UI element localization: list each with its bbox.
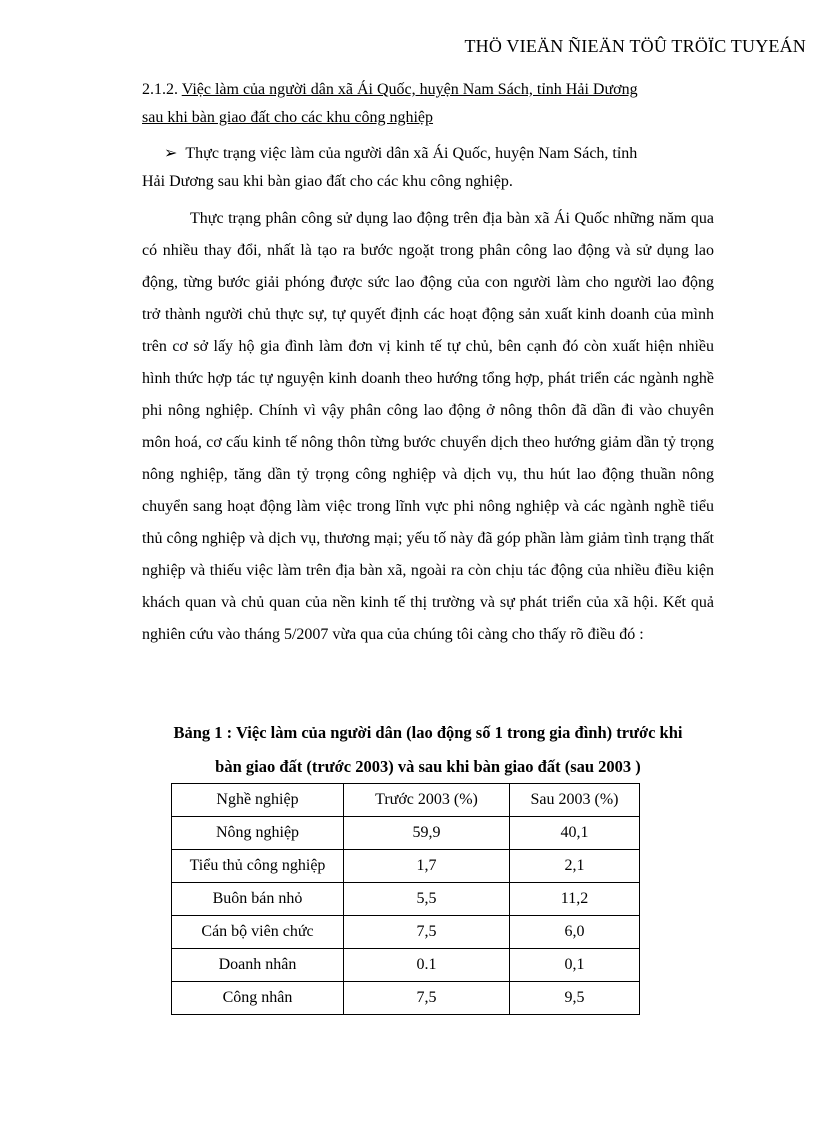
header-after-2003: Sau 2003 (%) (510, 784, 640, 817)
running-header: THÖ VIEÄN ÑIEÄN TÖÛ TRÖÏC TUYEÁN (464, 36, 806, 56)
table-row (172, 982, 640, 1015)
table-caption-line1: Bảng 1 : Việc làm của người dân (lao động số 1 trong gia đình) trước khi (173, 723, 683, 742)
table-row (172, 883, 640, 916)
section-heading (142, 76, 714, 132)
cell-occupation: Cán bộ viên chức (172, 916, 344, 949)
cell-after: 40,1 (510, 817, 640, 850)
cell-occupation: Tiểu thủ công nghiệp (172, 850, 344, 883)
cell-after: 11,2 (510, 883, 640, 916)
cell-occupation: Doanh nhân (172, 949, 344, 982)
table-header-row (172, 784, 640, 817)
cell-occupation: Nông nghiệp (172, 817, 344, 850)
cell-before: 59,9 (344, 817, 510, 850)
table-row (172, 916, 640, 949)
cell-after: 2,1 (510, 850, 640, 883)
body-paragraph: Thực trạng phân công sử dụng lao động trên địa bàn xã Ái Quốc những năm qua có nhiều thay đổi, nhất là tạo ra bước ngoặt trong phân công lao động và sử dụng lao động, từng bước giải phóng được sức lao động của con người làm cho người lao động trở thành người chủ thực sự, tự quyết định các hoạt động sản xuất kinh doanh của mình trên cơ sở lấy hộ gia đình làm đơn vị kinh tế tự chủ, bên cạnh đó còn xuất hiện nhiều hình thức hợp tác tự nguyện kinh doanh theo hướng tổng hợp, phát triển các ngành nghề phi nông nghiệp. Chính vì vậy phân công lao động ở nông thôn đã dần đi vào chuyên môn hoá, cơ cấu kinh tế nông thôn từng bước chuyển dịch theo hướng giảm dần tỷ trọng nông nghiệp, tăng dần tỷ trọng công nghiệp và dịch vụ, thu hút lao động thuần nông chuyển sang hoạt động làm việc trong lĩnh vực phi nông nghiệp và các ngành nghề tiểu thủ công nghiệp và dịch vụ, thương mại; yếu tố này đã góp phần làm giảm tình trạng thất nghiệp và thiếu việc làm trên địa bàn xã, ngoài ra còn chịu tác động của nhiều điều kiện khách quan và chủ quan của nền kinh tế thị trường và sự phát triển của xã hội. Kết quả nghiên cứu vào tháng 5/2007 vừa qua của chúng tôi càng cho thấy rõ điều đó : (142, 210, 714, 643)
section-title-line1: Việc làm của người dân xã Ái Quốc, huyện Nam Sách, tỉnh Hải Dương (181, 81, 638, 98)
cell-before: 1,7 (344, 850, 510, 883)
cell-occupation: Công nhân (172, 982, 344, 1015)
cell-after: 0,1 (510, 949, 640, 982)
table-caption (142, 716, 714, 784)
cell-before: 7,5 (344, 916, 510, 949)
cell-after: 9,5 (510, 982, 640, 1015)
employment-table (171, 783, 640, 1015)
arrow-bullet-icon: ➢ (164, 145, 178, 162)
table-caption-line2: bàn giao đất (trước 2003) và sau khi bàn giao đất (sau 2003 ) (215, 757, 641, 776)
section-title-line2: sau khi bàn giao đất cho các khu công nghiệp (142, 109, 434, 126)
section-number: 2.1.2. (142, 81, 178, 98)
cell-before: 0.1 (344, 949, 510, 982)
cell-after: 6,0 (510, 916, 640, 949)
table-row (172, 817, 640, 850)
table-row (172, 850, 640, 883)
header-before-2003: Trước 2003 (%) (344, 784, 510, 817)
table-row (172, 949, 640, 982)
bullet-line2: Hải Dương sau khi bàn giao đất cho các khu công nghiệp. (142, 173, 513, 190)
bullet-line1: Thực trạng việc làm của người dân xã Ái Quốc, huyện Nam Sách, tỉnh (185, 145, 638, 162)
cell-occupation: Buôn bán nhỏ (172, 883, 344, 916)
cell-before: 5,5 (344, 883, 510, 916)
header-occupation: Nghề nghiệp (172, 784, 344, 817)
cell-before: 7,5 (344, 982, 510, 1015)
bullet-item (142, 140, 714, 196)
